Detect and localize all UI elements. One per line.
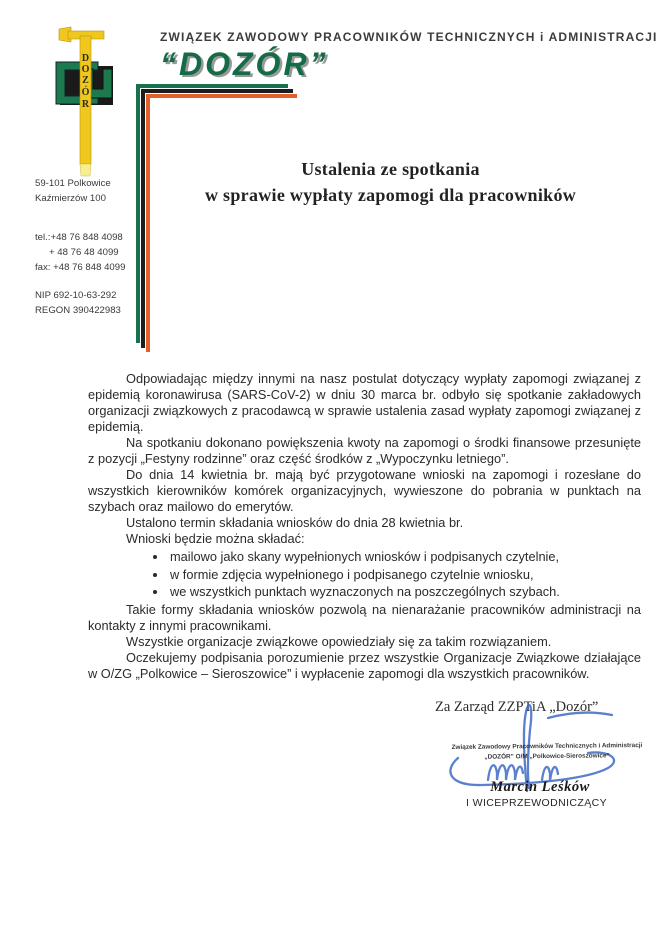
stripe-black-vertical	[141, 89, 145, 348]
list-item: • mailowo jako skany wypełnionych wniosków i podpisanych czytelnie,	[168, 549, 641, 565]
nip-line: NIP 692-10-63-292	[35, 290, 117, 301]
stripe-black-horizontal	[141, 89, 293, 93]
svg-text:Ó: Ó	[81, 87, 90, 98]
caliper-tip	[80, 164, 91, 176]
list-item: • we wszystkich punktach wyznaczonych na poszczególnych szybach.	[168, 584, 641, 600]
regon-line: REGON 390422983	[35, 305, 121, 316]
signature-top-flick-stroke	[548, 713, 612, 718]
signature-m-loops-stroke	[488, 765, 523, 780]
paragraph: Wnioski będzie można składać:	[126, 531, 305, 546]
fax-line: fax: +48 76 848 4099	[35, 262, 126, 273]
svg-text:O: O	[81, 64, 90, 75]
paragraph: Oczekujemy podpisania porozumienie przez wszystkie Organizacje Związkowe działające w O/ZG „Polkowice – Sieroszowice” i wypłacenie zapomogi dla wszystkich pracowników.	[88, 650, 641, 681]
address-line: 59-101 Polkowice	[35, 178, 111, 189]
list-item: • w formie zdjęcia wypełnionego i podpisanego czytelnie wniosku,	[168, 567, 641, 583]
title-line-1: Ustalenia ze spotkania	[301, 159, 480, 179]
union-stamp	[438, 741, 656, 762]
document-title	[138, 156, 643, 208]
dozor-wordmark: “DOZÓR”	[160, 46, 329, 82]
closing-formula: Za Zarząd ZZPTiA „Dozór”	[435, 699, 599, 715]
submission-options-list	[88, 549, 641, 600]
svg-text:D: D	[81, 53, 90, 64]
organization-name: ZWIĄZEK ZAWODOWY PRACOWNIKÓW TECHNICZNYCH i ADMINISTRACJI	[160, 30, 658, 44]
paragraph: Do dnia 14 kwietnia br. mają być przygotowane wnioski na zapomogi i rozesłane do wszystkich kierowników komórek organizacyjnych, wywieszone do pobrania w punktach na szybach oraz mailowo do emerytów.	[88, 467, 641, 514]
stamp-line-2: „DOZÓR” O/M „Polkowice-Sieroszowice”	[484, 751, 610, 761]
svg-text:R: R	[81, 99, 90, 110]
phone-line: tel.:+48 76 848 4098	[35, 232, 123, 243]
svg-text:Z: Z	[82, 75, 89, 86]
stripe-green-vertical	[136, 84, 140, 343]
phone-block	[35, 230, 125, 275]
stripe-orange-vertical	[146, 94, 150, 352]
registry-block	[35, 288, 125, 318]
signer-name: Marcin Leśków	[490, 779, 590, 795]
title-line-2: w sprawie wypłaty zapomogi dla pracowników	[204, 185, 577, 205]
document-body	[88, 371, 641, 682]
contact-sidebar	[35, 176, 125, 331]
stripe-green-horizontal	[136, 84, 288, 88]
paragraph: Ustalono termin składania wniosków do dnia 28 kwietnia br.	[126, 515, 464, 530]
logo-vertical-letters	[82, 53, 90, 110]
signer-role: I WICEPRZEWODNICZĄCY	[466, 797, 607, 809]
dozor-union-logo	[46, 12, 126, 182]
stamp-line-1: Związek Zawodowy Pracowników Technicznych i Administracji	[451, 742, 643, 751]
paragraph: Na spotkaniu dokonano powiększenia kwoty na zapomogi o środki finansowe przesunięte z pozycji „Festyny rodzinne” oraz część środków z „Wypoczynku letniego”.	[88, 435, 641, 466]
paragraph: Wszystkie organizacje związkowe opowiedziały się za takim rozwiązaniem.	[126, 634, 552, 649]
address-line: Kaźmierzów 100	[35, 193, 106, 204]
phone-line: + 48 76 48 4099	[49, 247, 119, 258]
stripe-orange-horizontal	[146, 94, 297, 98]
paragraph: Takie formy składania wniosków pozwolą na nienarażanie pracowników administracji na kontakty z innymi pracownikami.	[88, 602, 641, 633]
paragraph: Odpowiadając między innymi na nasz postulat dotyczący wypłaty zapomogi związanej z epidemią koronawirusa (SARS-CoV-2) w dniu 30 marca br. odbyło się spotkanie zakładowych organizacji związkowych z pracodawcą w sprawie ustalenia zasad wypłaty zapomogi związanej z epidemią.	[88, 371, 641, 434]
address-block	[35, 176, 125, 206]
